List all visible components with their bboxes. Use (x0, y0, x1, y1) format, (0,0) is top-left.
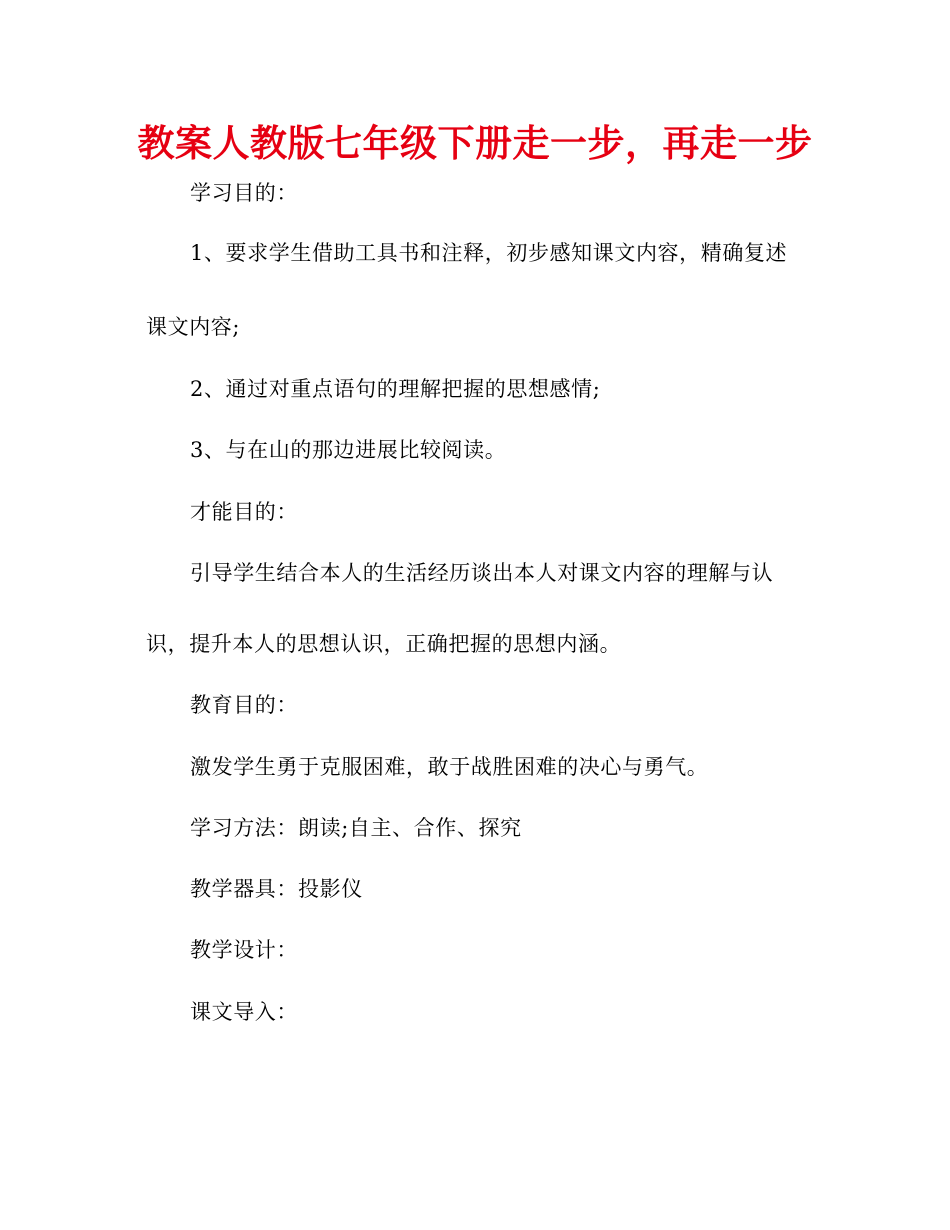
heading-lesson-intro: 课文导入： (190, 1000, 298, 1024)
paragraph-ability: 引导学生结合本人的生活经历谈出本人对课文内容的理解与认 (190, 561, 774, 585)
heading-teaching-design: 教学设计： (190, 938, 298, 962)
document-title: 教案人教版七年级下册走一步，再走一步 (137, 122, 813, 165)
teaching-tools: 教学器具：投影仪 (190, 877, 363, 901)
learning-methods: 学习方法：朗读;自主、合作、探究 (190, 816, 522, 840)
paragraph-goal-3: 3、与在山的那边进展比较阅读。 (190, 438, 507, 462)
paragraph-goal-1-continued: 课文内容; (146, 315, 241, 339)
paragraph-education: 激发学生勇于克服困难，敢于战胜困难的决心与勇气。 (190, 755, 709, 779)
paragraph-goal-1: 1、要求学生借助工具书和注释，初步感知课文内容，精确复述 (190, 241, 788, 265)
heading-ability-goals: 才能目的： (190, 500, 298, 524)
paragraph-ability-continued: 识，提升本人的思想认识，正确把握的思想内涵。 (146, 632, 622, 656)
heading-learning-goals: 学习目的： (190, 181, 298, 205)
heading-education-goals: 教育目的： (190, 693, 298, 717)
paragraph-goal-2: 2、通过对重点语句的理解把握的思想感情; (190, 377, 601, 401)
